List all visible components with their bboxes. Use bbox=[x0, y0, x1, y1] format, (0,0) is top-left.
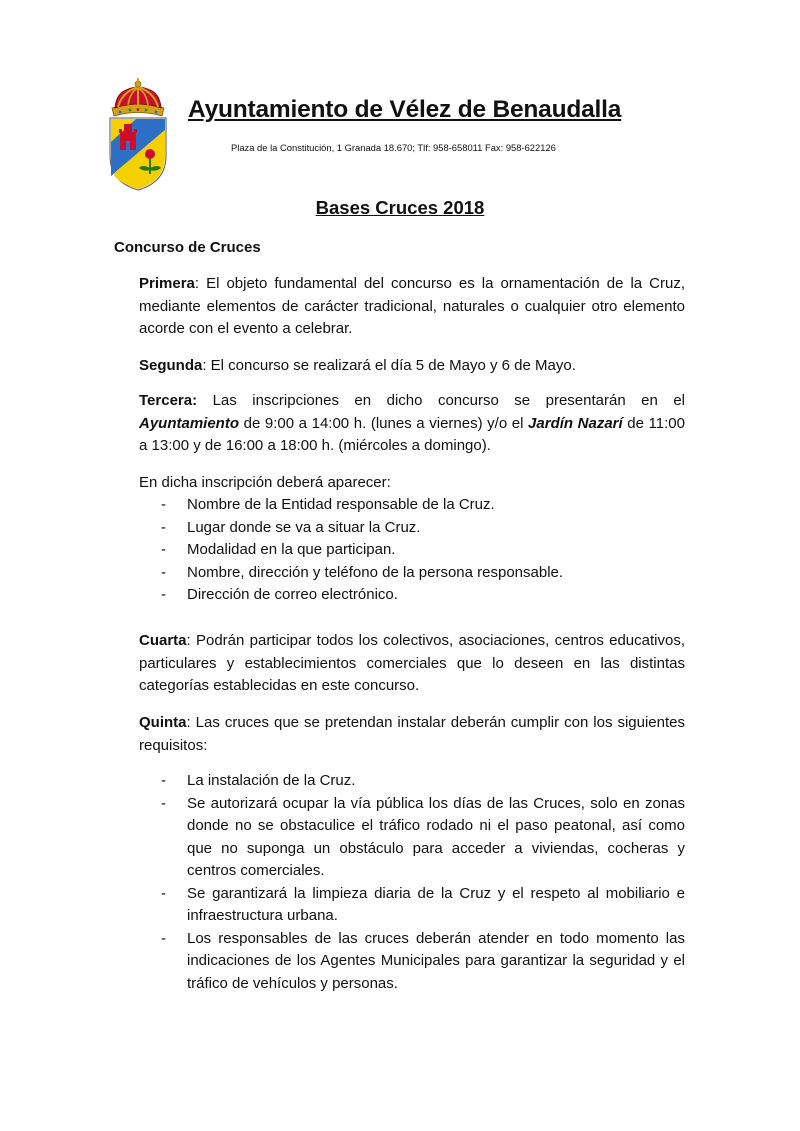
list-dash: - bbox=[161, 772, 166, 789]
list-item bbox=[139, 494, 685, 517]
clause-text: de 9:00 a 14:00 h. (lunes a viernes) y/o el bbox=[239, 414, 529, 432]
list-item bbox=[139, 883, 685, 928]
place-ayuntamiento: Ayuntamiento bbox=[139, 414, 240, 432]
council-address: Plaza de la Constitución, 1 Granada 18.670; Tlf: 958-658011 Fax: 958-622126 bbox=[231, 142, 556, 153]
requisitos-list bbox=[139, 770, 685, 995]
place-jardin-nazari: Jardín Nazarí bbox=[528, 414, 623, 432]
clause-text: : Las cruces que se pretendan instalar deberán cumplir con los siguientes requisitos: bbox=[139, 714, 685, 754]
clause-label: Tercera: bbox=[139, 392, 198, 409]
list-dash: - bbox=[161, 496, 166, 513]
clause-cuarta bbox=[139, 630, 685, 698]
list-item bbox=[139, 584, 685, 607]
list-dash: - bbox=[161, 586, 166, 603]
clause-quinta bbox=[139, 712, 685, 757]
clause-primera bbox=[139, 273, 685, 341]
clause-label: Segunda bbox=[139, 357, 203, 374]
list-dash: - bbox=[161, 541, 166, 558]
list-item-text: Los responsables de las cruces deberán atender en todo momento las indicaciones de los Agentes Municipales para garantizar la seguridad y el tráfico de vehículos y personas. bbox=[187, 929, 685, 992]
list-item bbox=[139, 562, 685, 585]
list-dash: - bbox=[161, 929, 166, 947]
list-dash: - bbox=[161, 563, 166, 581]
list-dash: - bbox=[161, 518, 166, 536]
list-item-text: Modalidad en la que participan. bbox=[187, 541, 396, 558]
list-dash: - bbox=[161, 794, 166, 812]
list-item bbox=[139, 770, 685, 793]
clause-text: Las inscripciones en dicho concurso se presentarán en el bbox=[197, 392, 685, 409]
list-item-text: La instalación de la Cruz. bbox=[187, 772, 356, 789]
clause-text: de 11:00 a 13:00 y de 16:00 a 18:00 h. (miércoles a domingo). bbox=[139, 414, 685, 454]
clause-label: Quinta bbox=[139, 714, 187, 731]
clause-segunda bbox=[139, 355, 685, 378]
clause-tercera bbox=[139, 390, 685, 458]
clause-text: : El objeto fundamental del concurso es la ornamentación de la Cruz, mediante elementos de carácter tradicional, naturales o cualquier otro elemento acorde con el evento a celebrar. bbox=[139, 275, 685, 337]
list-item-text: Nombre, dirección y teléfono de la persona responsable. bbox=[187, 563, 564, 581]
list-item bbox=[139, 793, 685, 883]
document-title: Bases Cruces 2018 bbox=[315, 197, 485, 218]
inscripcion-list bbox=[139, 494, 685, 607]
coat-of-arms-icon bbox=[106, 78, 170, 192]
list-item-text: Se garantizará la limpieza diaria de la Cruz y el respeto al mobiliario e infraestructura urbana. bbox=[187, 884, 685, 924]
list-item bbox=[139, 539, 685, 562]
clause-text: : Podrán participar todos los colectivos, asociaciones, centros educativos, particulares y establecimientos comerciales que lo deseen en las distintas categorías establecidas en este concurso. bbox=[139, 632, 685, 694]
clause-text: : El concurso se realizará el día 5 de Mayo y 6 de Mayo. bbox=[202, 357, 576, 374]
list-item-text: Nombre de la Entidad responsable de la Cruz. bbox=[187, 496, 495, 513]
list-item-text: Lugar donde se va a situar la Cruz. bbox=[187, 518, 421, 536]
list-item-text: Dirección de correo electrónico. bbox=[187, 586, 398, 603]
list-item bbox=[139, 517, 685, 540]
section-title: Concurso de Cruces bbox=[114, 239, 261, 256]
clause-label: Cuarta bbox=[139, 632, 187, 649]
list-item-text: Se autorizará ocupar la vía pública los días de las Cruces, solo en zonas donde no se obstaculice el tráfico rodado ni el paso peatonal, así como que no suponga un obstáculo para acceder a viviendas, cocheras y centros comerciales. bbox=[187, 794, 685, 879]
list-dash: - bbox=[161, 884, 166, 902]
inscripcion-intro: En dicha inscripción deberá aparecer: bbox=[139, 474, 391, 491]
list-item bbox=[139, 928, 685, 996]
clause-label: Primera bbox=[139, 275, 195, 292]
council-name: Ayuntamiento de Vélez de Benaudalla bbox=[188, 96, 622, 123]
